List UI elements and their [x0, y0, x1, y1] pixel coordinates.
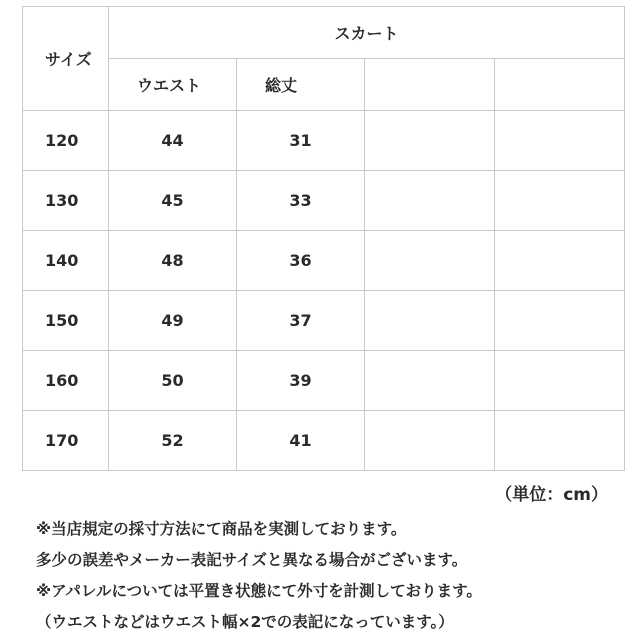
note-line: 多少の誤差やメーカー表記サイズと異なる場合がございます。 — [36, 551, 468, 569]
empty-header-cell — [365, 59, 495, 111]
length-cell: 31 — [237, 111, 365, 171]
notes-block — [36, 514, 632, 638]
length-cell: 39 — [237, 351, 365, 411]
empty-cell — [495, 171, 625, 231]
waist-cell: 45 — [109, 171, 237, 231]
empty-cell — [495, 111, 625, 171]
empty-cell — [365, 351, 495, 411]
table-row — [23, 231, 625, 291]
empty-cell — [495, 291, 625, 351]
empty-cell — [495, 411, 625, 471]
empty-cell — [495, 351, 625, 411]
length-cell: 37 — [237, 291, 365, 351]
size-cell: 150 — [23, 291, 109, 351]
waist-header: ウエスト — [109, 59, 237, 111]
note-line: （ウエストなどはウエスト幅×2での表記になっています。） — [36, 613, 454, 631]
note-line: ※アパレルについては平置き状態にて外寸を計測しております。 — [36, 582, 482, 600]
size-cell: 160 — [23, 351, 109, 411]
size-header: サイズ — [23, 7, 109, 111]
table-row — [23, 171, 625, 231]
empty-header-cell — [495, 59, 625, 111]
unit-note: （単位：cm） — [495, 485, 608, 505]
waist-cell: 44 — [109, 111, 237, 171]
size-cell: 170 — [23, 411, 109, 471]
waist-cell: 50 — [109, 351, 237, 411]
size-chart-table — [22, 6, 625, 471]
waist-cell: 49 — [109, 291, 237, 351]
skirt-header: スカート — [109, 7, 625, 59]
length-header: 総丈 — [237, 59, 365, 111]
waist-cell: 48 — [109, 231, 237, 291]
note-line: ※当店規定の採寸方法にて商品を実測しております。 — [36, 520, 407, 538]
waist-cell: 52 — [109, 411, 237, 471]
empty-cell — [365, 411, 495, 471]
size-cell: 140 — [23, 231, 109, 291]
empty-cell — [365, 231, 495, 291]
table-row — [23, 291, 625, 351]
table-row — [23, 351, 625, 411]
table-row — [23, 411, 625, 471]
empty-cell — [365, 291, 495, 351]
header-row-group — [23, 7, 625, 59]
header-row-sub — [23, 59, 625, 111]
length-cell: 41 — [237, 411, 365, 471]
empty-cell — [365, 111, 495, 171]
empty-cell — [495, 231, 625, 291]
size-cell: 130 — [23, 171, 109, 231]
size-cell: 120 — [23, 111, 109, 171]
length-cell: 36 — [237, 231, 365, 291]
table-row — [23, 111, 625, 171]
length-cell: 33 — [237, 171, 365, 231]
empty-cell — [365, 171, 495, 231]
